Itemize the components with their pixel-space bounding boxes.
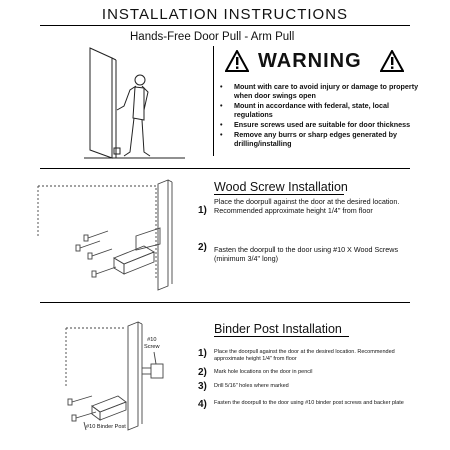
door-pull-illustration — [80, 40, 200, 165]
step-number: 1) — [198, 205, 207, 216]
binder-section-title: Binder Post Installation — [214, 322, 342, 336]
warning-icon — [225, 50, 249, 72]
doorpull-part — [114, 148, 120, 154]
step-text: Place the doorpull against the door at the desired location. Recommended approximate height 1/4" from floor — [214, 197, 400, 215]
step-text: Place the doorpull against the door at the desired location. Recommended approximate height 1/4" from floor — [214, 349, 395, 362]
door-panel — [90, 48, 112, 158]
warning-icon — [380, 50, 404, 72]
title-divider — [40, 25, 410, 26]
binder-post-label: #10 Binder Post — [86, 424, 126, 430]
step-number: 3) — [198, 381, 207, 392]
warning-item: • Remove any burrs or sharp edges generated by drilling/installing — [220, 130, 420, 148]
step-number: 2) — [198, 367, 207, 378]
step-number: 1) — [198, 348, 207, 359]
page-title: INSTALLATION INSTRUCTIONS — [101, 6, 349, 23]
binder-post-illustration — [58, 318, 208, 443]
wood-section-title: Wood Screw Installation — [214, 180, 348, 194]
warning-title: WARNING — [258, 50, 362, 72]
step-number: 2) — [198, 242, 207, 253]
step-text: Fasten the doorpull to the door using #10 binder post screws and backer plate — [214, 400, 404, 406]
step-text: Drill 5/16" holes where marked — [214, 383, 289, 389]
person-head — [135, 75, 145, 85]
section-rule — [40, 302, 410, 303]
warning-list — [220, 82, 420, 149]
warning-item: • Mount with care to avoid injury or damage to property when door swings open — [220, 82, 420, 100]
warning-item: • Ensure screws used are suitable for door thickness — [220, 120, 420, 129]
section-divider — [213, 46, 214, 156]
title-underline — [214, 194, 344, 195]
backer-plate — [151, 364, 163, 378]
product-subtitle: Hands-Free Door Pull - Arm Pull — [130, 31, 295, 43]
screw-label: #10 Screw — [144, 337, 160, 350]
section-rule — [40, 168, 410, 169]
screws — [76, 231, 116, 277]
title-underline — [214, 336, 349, 337]
warning-item: • Mount in accordance with federal, state, local regulations — [220, 101, 420, 119]
wood-screw-illustration — [36, 178, 196, 298]
step-number: 4) — [198, 399, 207, 410]
step-text: Mark hole locations on the door in pencil — [214, 369, 313, 375]
step-text: Fasten the doorpull to the door using #10 X Wood Screws (minimum 3/4" long) — [214, 245, 399, 263]
